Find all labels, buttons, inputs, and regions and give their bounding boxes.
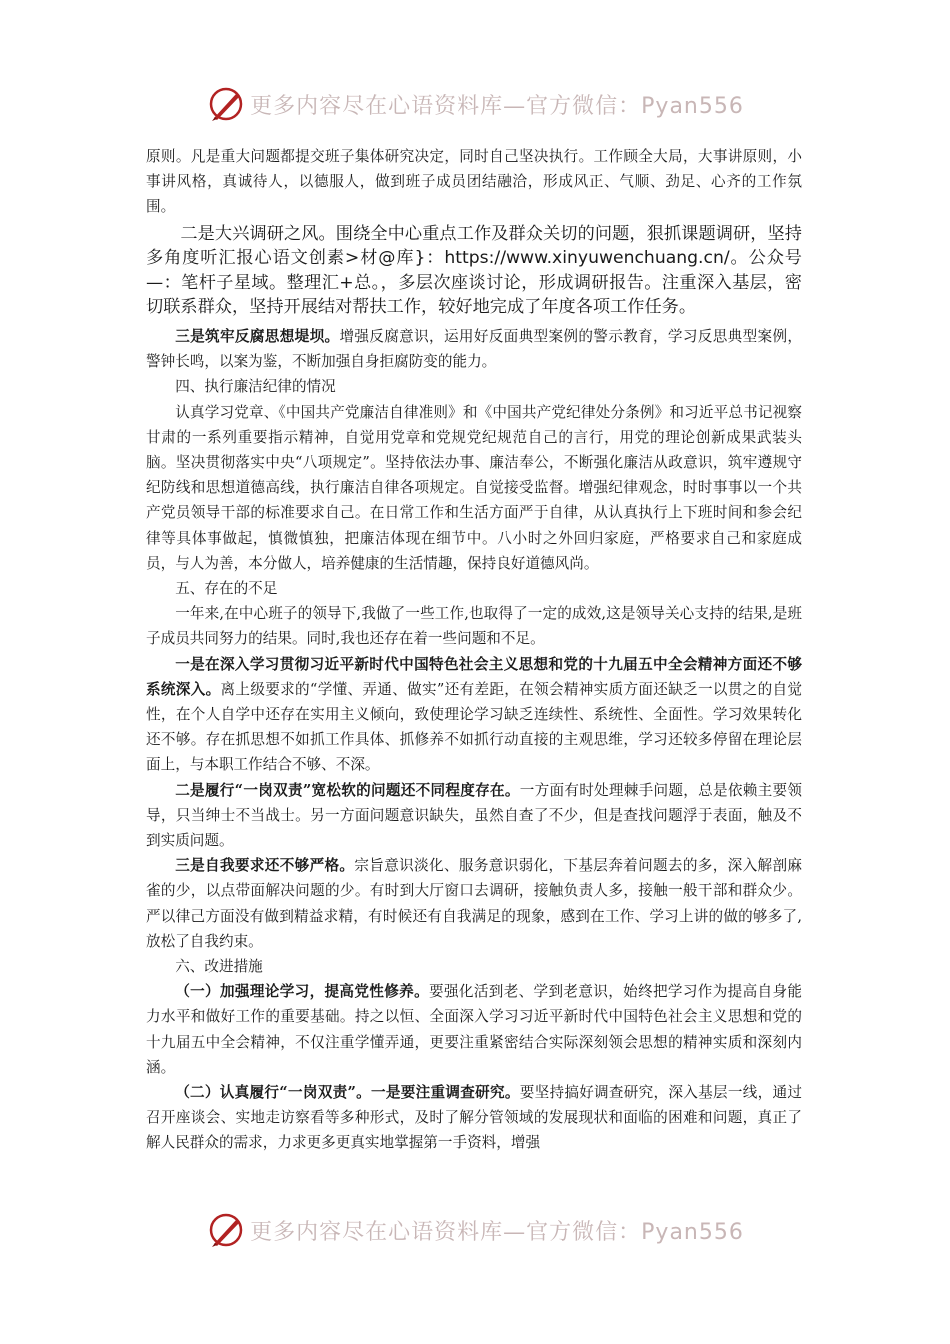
paragraph: 一年来,在中心班子的领导下,我做了一些工作,也取得了一定的成效,这是领导关心支持的结果,是班子成员共同努力的结果。同时,我也还存在着一些问题和不足。 [146, 605, 802, 648]
footer-watermark-banner [0, 1208, 950, 1252]
paragraph: （二）认真履行“一岗双责”。一是要注重调查研究。要坚持搞好调查研究，深入基层一线，通过召开座谈会、实地走访察看等多种形式，及时了解分管领域的发展现状和面临的困难和问题，真正了解人民群众的需求，力求更多更真实地掌握第一手资料，增强 [146, 1084, 802, 1152]
section-heading-4: 四、执行廉洁纪律的情况 [175, 378, 336, 396]
paragraph: 原则。凡是重大问题都提交班子集体研究决定，同时自己坚决执行。工作顾全大局，大事讲原则，小事讲风格，真诚待人，以德服人，做到班子成员团结融洽，形成风正、气顺、劲足、心齐的工作氛围。 [146, 148, 802, 216]
section-heading-6: 六、改进措施 [175, 958, 263, 976]
bold-lead: 一是在深入学习贯彻习近平新时代中国特色社会主义思想和党的十九届五中全会精神方面还不够系统深入。 [146, 655, 802, 698]
pen-logo-icon [206, 1210, 246, 1250]
watermark-text: 更多内容尽在心语资料库—官方微信：Pyan556 [250, 93, 744, 119]
paragraph: （一）加强理论学习，提高党性修养。要强化活到老、学到老意识，始终把学习作为提高自身能力水平和做好工作的重要基础。持之以恒、全面深入学习习近平新时代中国特色社会主义思想和党的十九届五中全会精神，不仅注重学懂弄通，更要注重紧密结合实际深刻领会思想的精神实质和深刻内涵。 [146, 983, 802, 1076]
bold-lead: 二是履行“一岗双责”宽松软的问题还不同程度存在。 [175, 781, 520, 799]
pen-logo-icon [206, 84, 246, 124]
bold-lead: （二）认真履行“一岗双责”。一是要注重调查研究。 [175, 1084, 520, 1102]
document-body [146, 144, 802, 1156]
section-heading-5: 五、存在的不足 [175, 580, 278, 598]
header-watermark-banner [0, 82, 950, 126]
paragraph: 三是自我要求还不够严格。宗旨意识淡化、服务意识弱化，下基层奔着问题去的多，深入解剖麻雀的少，以点带面解决问题的少。有时到大厅窗口去调研，接触负责人多，接触一般干部和群众少。严以律己方面没有做到精益求精，有时候还有自我满足的现象，感到在工作、学习上讲的做的够多了,放松了自我约束。 [146, 857, 802, 950]
bold-lead: （一）加强理论学习，提高党性修养。 [175, 983, 430, 1001]
paragraph: 三是筑牢反腐思想堤坝。增强反腐意识，运用好反面典型案例的警示教育，学习反思典型案例，警钟长鸣，以案为鉴，不断加强自身拒腐防变的能力。 [146, 327, 802, 371]
paragraph-research: 二是大兴调研之风。围绕全中心重点工作及群众关切的问题，狠抓课题调研，坚持多角度听汇报心语文创素>材@库}：https://www.xinyuwenchuang.cn/。公众号—：笔杆子星域。整理汇+总。，多层次座谈讨论，形成调研报告。注重深入基层，密切联系群众，坚持开展结对帮扶工作，较好地完成了年度各项工作任务。 [146, 223, 802, 318]
paragraph: 二是履行“一岗双责”宽松软的问题还不同程度存在。一方面有时处理棘手问题，总是依赖主要领导，只当绅士不当战士。另一方面问题意识缺失，虽然自查了不少，但是查找问题浮于表面，触及不到实质问题。 [146, 781, 802, 850]
bold-lead: 三是筑牢反腐思想堤坝。 [175, 327, 340, 345]
bold-lead: 三是自我要求还不够严格。 [175, 857, 355, 875]
paragraph: 认真学习党章、《中国共产党廉洁自律准则》和《中国共产党纪律处分条例》和习近平总书记视察甘肃的一系列重要指示精神，自觉用党章和党规党纪规范自己的言行，用党的理论创新成果武装头脑。坚决贯彻落实中央“八项规定”。坚持依法办事、廉洁奉公，不断强化廉洁从政意识，筑牢遵规守纪防线和思想道德高线，执行廉洁自律各项规定。自觉接受监督。增强纪律观念，时时事事以一个共产党员领导干部的标准要求自己。在日常工作和生活方面严于自律，从认真执行上下班时间和参会纪律等具体事做起，慎微慎独，把廉洁体现在细节中。八小时之外回归家庭，严格要求自己和家庭成员，与人为善，本分做人，培养健康的生活情趣，保持良好道德风尚。 [146, 403, 802, 572]
watermark-text: 更多内容尽在心语资料库—官方微信：Pyan556 [250, 1219, 744, 1245]
paragraph: 一是在深入学习贯彻习近平新时代中国特色社会主义思想和党的十九届五中全会精神方面还不够系统深入。离上级要求的“学懂、弄通、做实”还有差距，在领会精神实质方面还缺乏一以贯之的自觉性，在个人自学中还存在实用主义倾向，致使理论学习缺乏连续性、系统性、全面性。学习效果转化还不够。存在抓思想不如抓工作具体、抓修养不如抓行动直接的主观思维，学习还较多停留在理论层面上，与本职工作结合不够、不深。 [146, 655, 802, 774]
